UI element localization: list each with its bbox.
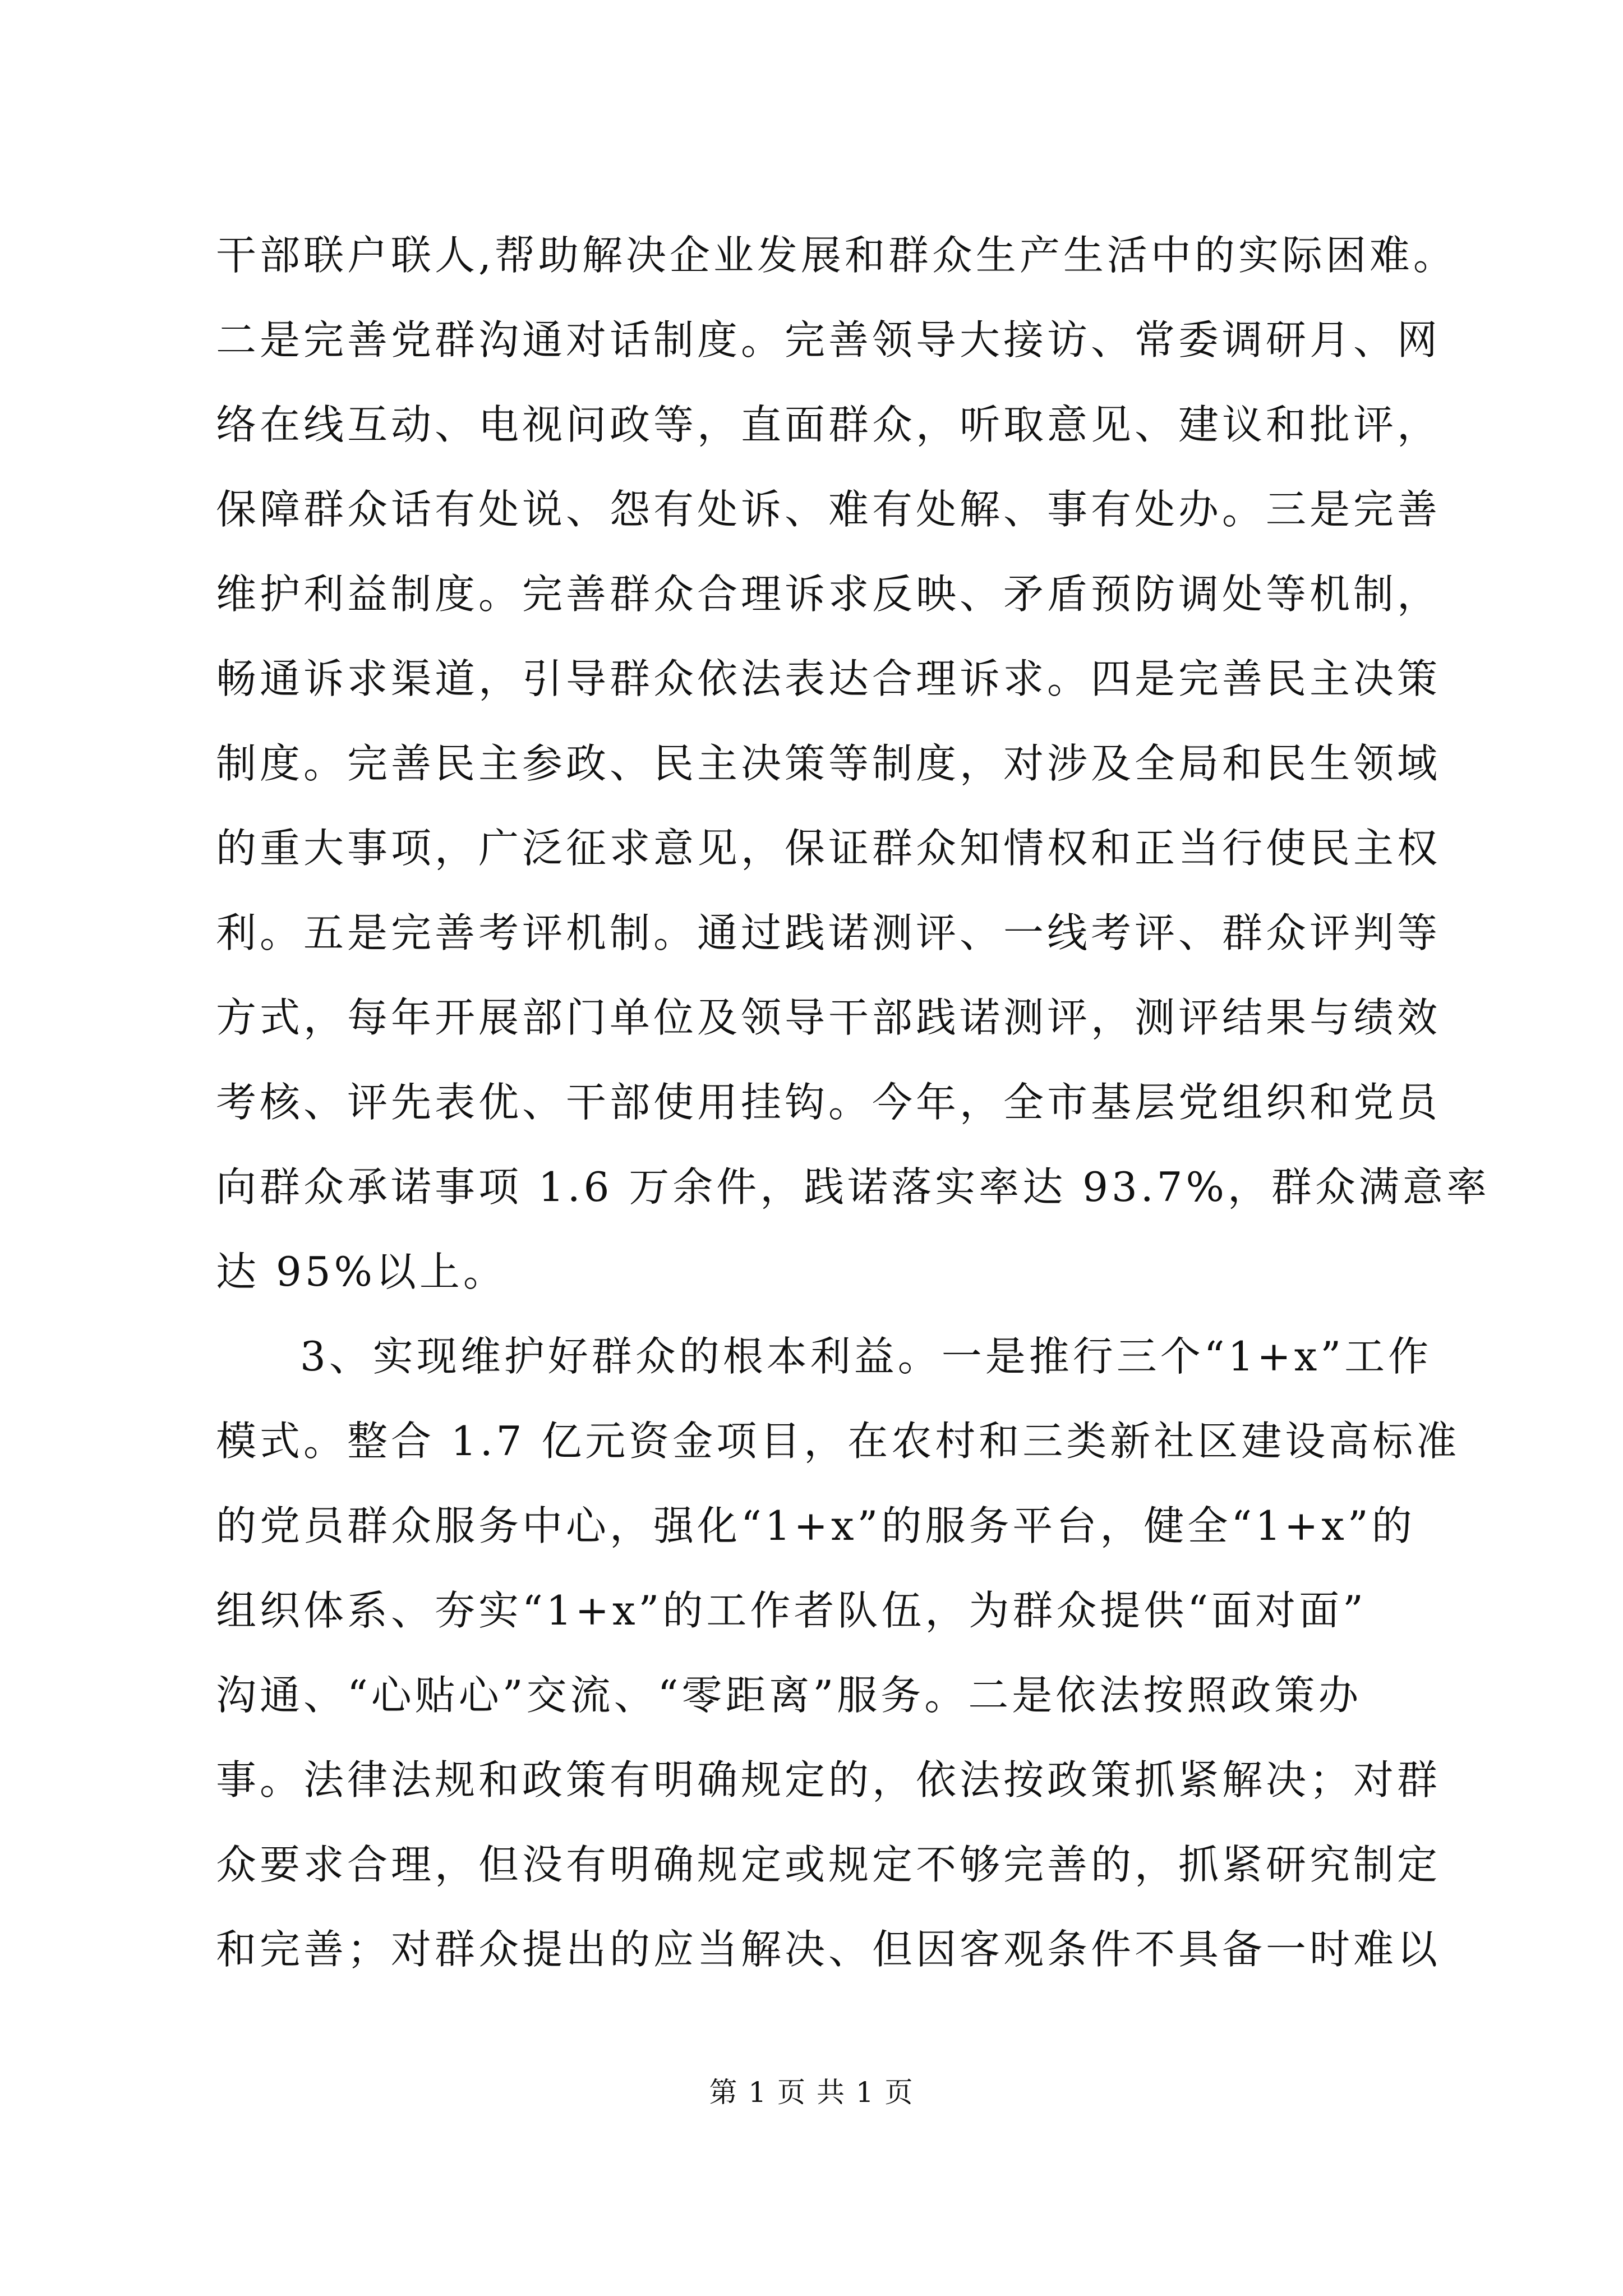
text-line: 模式。整合 1.7 亿元资金项目，在农村和三类新社区建设高标准 (216, 1418, 1460, 1465)
text-line: 二是完善党群沟通对话制度。完善领导大接访、常委调研月、网 (216, 316, 1441, 364)
page-number: 第 1 页 共 1 页 (709, 2076, 914, 2109)
paragraph-start-line: 3、实现维护好群众的根本利益。一是推行三个“1+x”工作 (300, 1333, 1432, 1380)
page-footer (0, 2076, 1623, 2109)
document-body (216, 213, 1490, 1992)
text-line: 和完善；对群众提出的应当解决、但因客观条件不具备一时难以 (216, 1926, 1441, 1973)
text-line: 利。五是完善考评机制。通过践诺测评、一线考评、群众评判等 (216, 909, 1441, 956)
text-line: 保障群众话有处说、怨有处诉、难有处解、事有处办。三是完善 (216, 486, 1441, 533)
text-line: 维护利益制度。完善群众合理诉求反映、矛盾预防调处等机制， (216, 570, 1441, 618)
text-line: 事。法律法规和政策有明确规定的，依法按政策抓紧解决；对群 (216, 1756, 1441, 1803)
text-line: 制度。完善民主参政、民主决策等制度，对涉及全局和民生领域 (216, 740, 1441, 787)
text-line: 组织体系、夯实“1+x”的工作者队伍，为群众提供“面对面” (216, 1587, 1367, 1634)
text-line: 沟通、“心贴心”交流、“零距离”服务。二是依法按照政策办 (216, 1672, 1362, 1719)
text-line: 的党员群众服务中心，强化“1+x”的服务平台，健全“1+x”的 (216, 1502, 1415, 1549)
text-line: 达 95%以上。 (216, 1248, 507, 1295)
text-line: 干部联户联人,帮助解决企业发展和群众生产生活中的实际困难。 (216, 232, 1457, 279)
text-line: 畅通诉求渠道，引导群众依法表达合理诉求。四是完善民主决策 (216, 655, 1441, 702)
text-line: 向群众承诺事项 1.6 万余件，践诺落实率达 93.7%，群众满意率 (216, 1163, 1490, 1211)
text-line: 考核、评先表优、干部使用挂钩。今年，全市基层党组织和党员 (216, 1079, 1441, 1126)
text-line: 方式，每年开展部门单位及领导干部践诺测评，测评结果与绩效 (216, 994, 1441, 1041)
text-line: 众要求合理，但没有明确规定或规定不够完善的，抓紧研究制定 (216, 1841, 1441, 1888)
text-line: 络在线互动、电视问政等，直面群众，听取意见、建议和批评， (216, 401, 1441, 448)
text-line: 的重大事项，广泛征求意见，保证群众知情权和正当行使民主权 (216, 825, 1441, 872)
